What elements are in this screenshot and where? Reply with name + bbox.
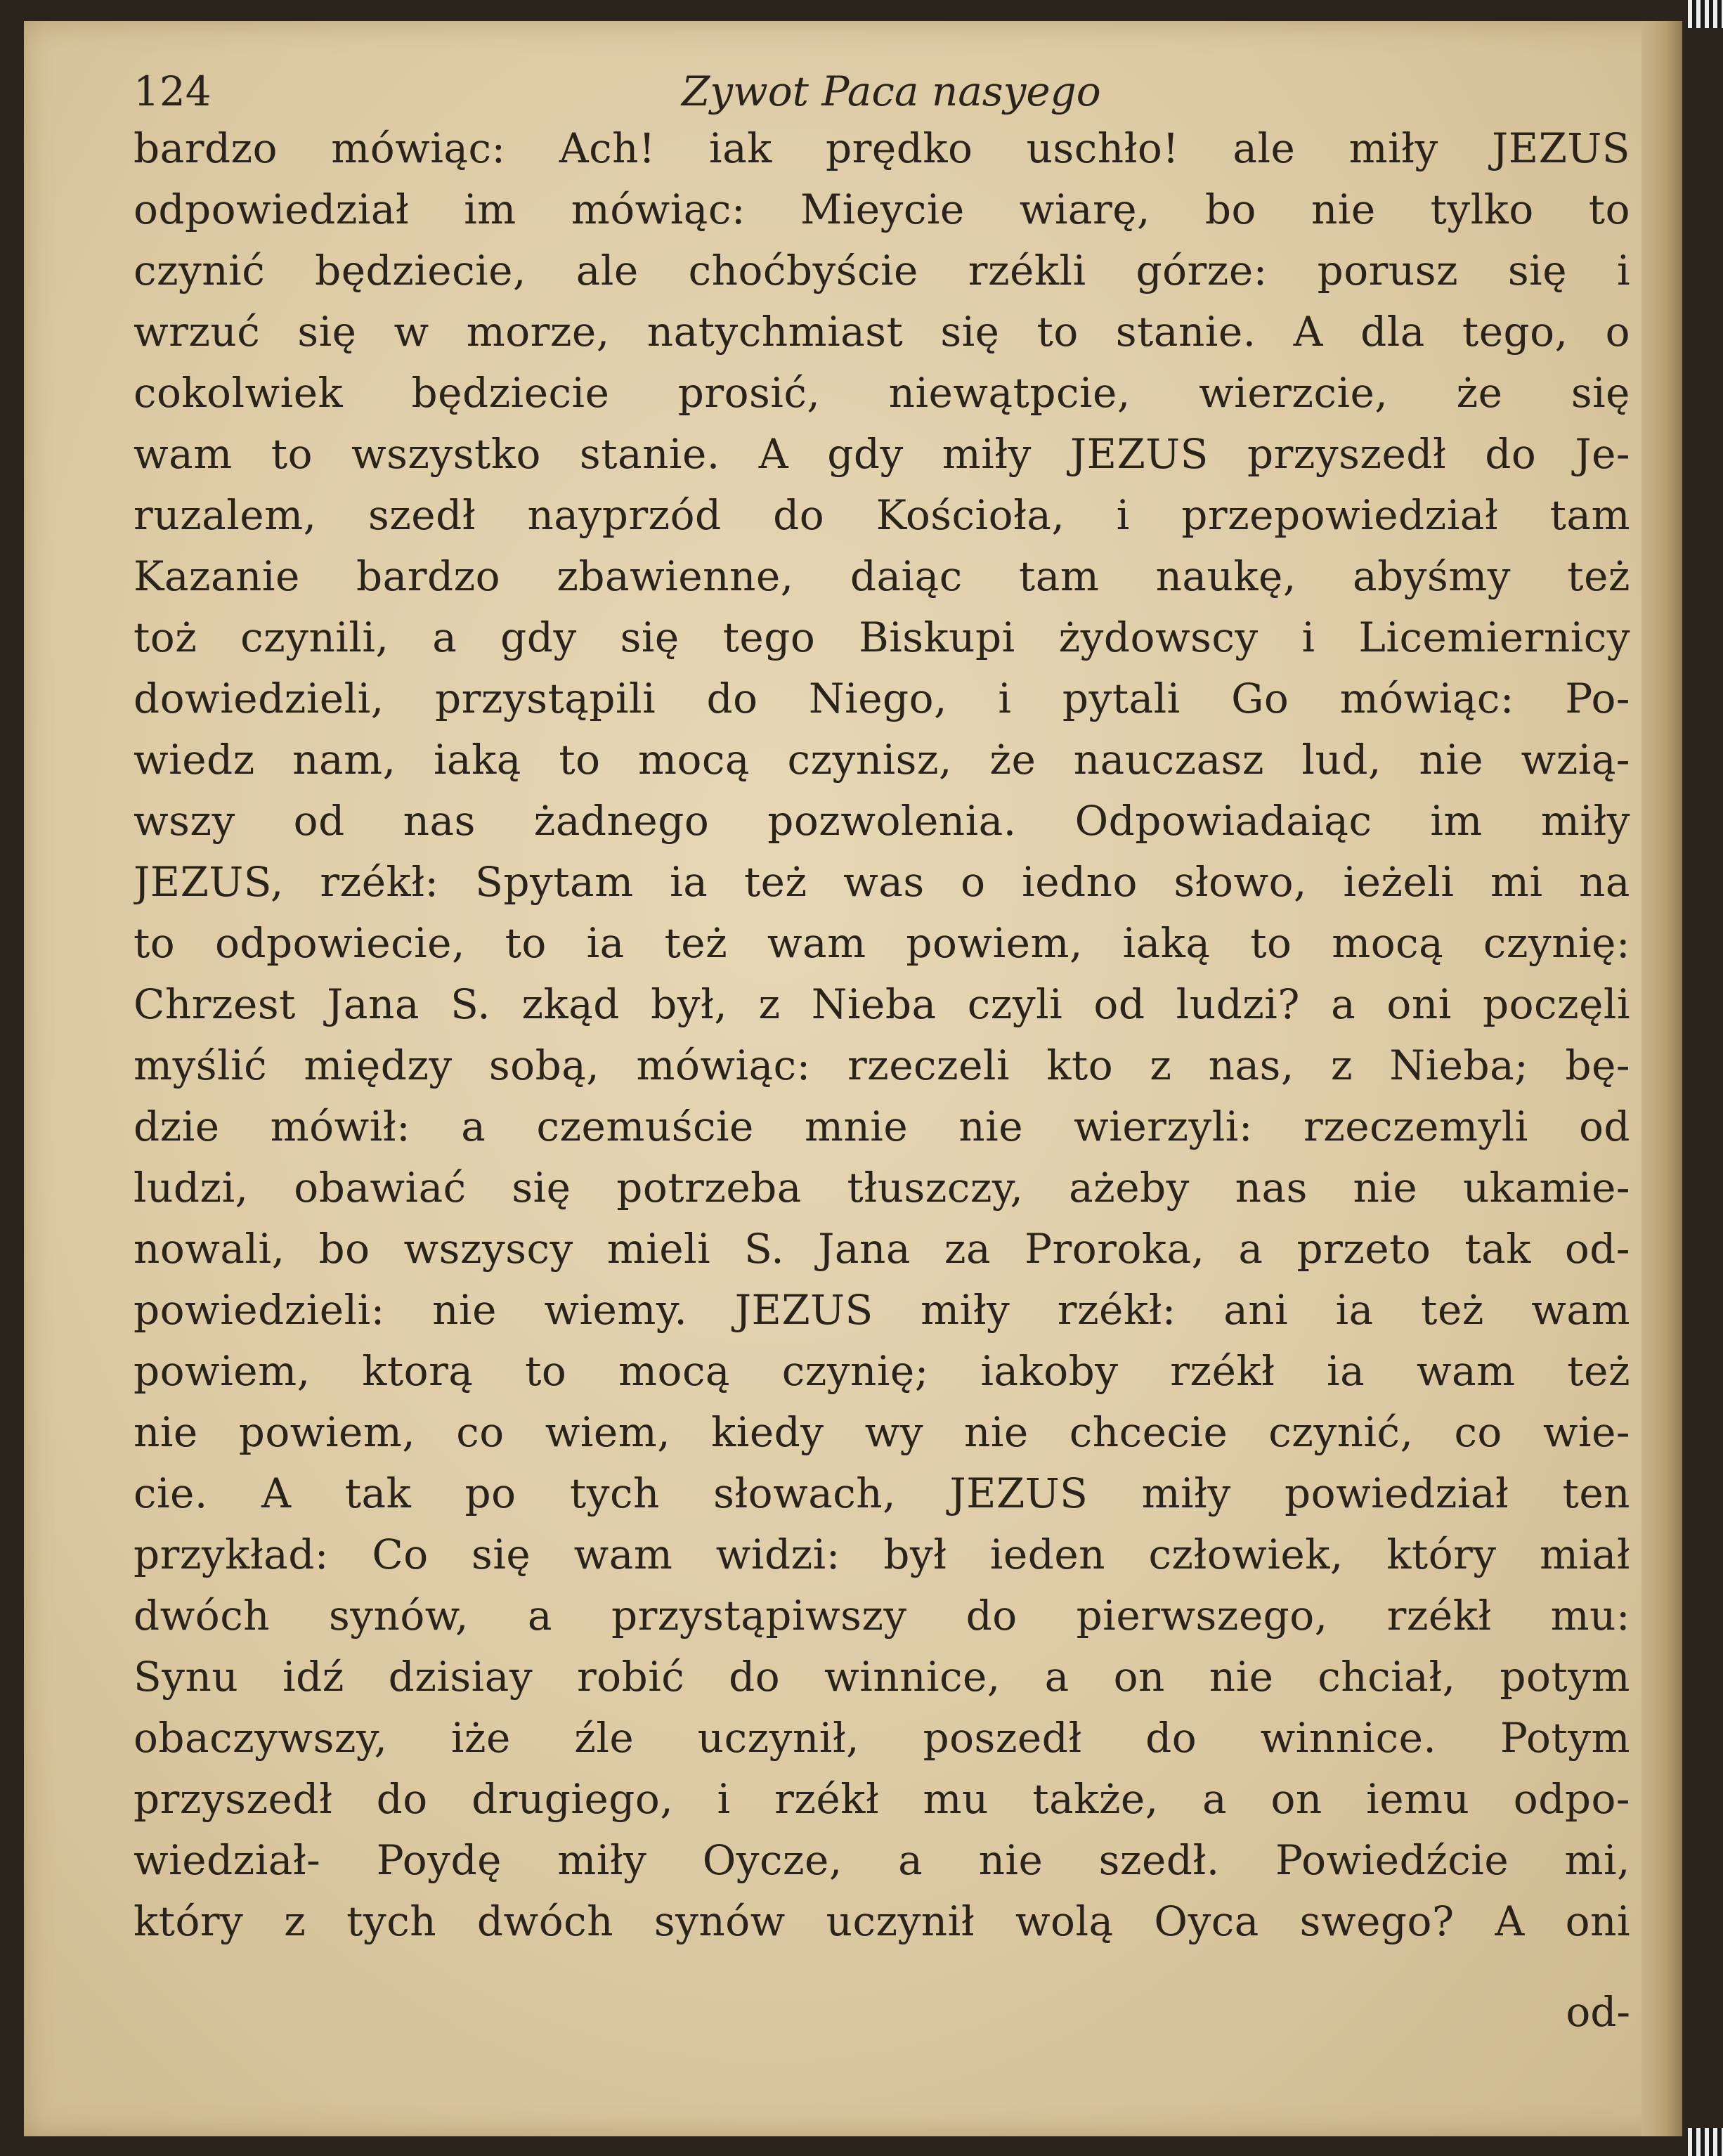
text-line: powiem, ktorą to mocą czynię; iakoby rzékł ia wam też — [134, 1347, 1630, 1395]
scan-edge-marker-bottom — [1688, 2128, 1723, 2156]
text-line: JEZUS, rzékł: Spytam ia też was o iedno słowo, ieżeli mi na — [134, 858, 1630, 906]
text-line: nie powiem, co wiem, kiedy wy nie chcecie czynić, co wie- — [134, 1408, 1630, 1456]
text-line: wszy od nas żadnego pozwolenia. Odpowiadaiąc im miły — [134, 797, 1630, 845]
text-line: odpowiedział im mówiąc: Mieycie wiarę, bo nie tylko to — [134, 186, 1630, 233]
text-line: wam to wszystko stanie. A gdy miły JEZUS przyszedł do Je- — [134, 430, 1630, 478]
catchword: od- — [1566, 1988, 1630, 2036]
text-line: wiedz nam, iaką to mocą czynisz, że nauczasz lud, nie wzią- — [134, 736, 1630, 784]
text-line: obaczywszy, iże źle uczynił, poszedł do winnice. Potym — [134, 1714, 1630, 1762]
text-line: nowali, bo wszyscy mieli S. Jana za Proroka, a przeto tak od- — [134, 1225, 1630, 1273]
text-line: czynić będziecie, ale choćbyście rzékli górze: porusz się i — [134, 247, 1630, 294]
scan-edge-marker-top — [1688, 0, 1723, 28]
running-title: Zywot Paca nasyego — [682, 67, 1101, 115]
text-line: Kazanie bardzo zbawienne, daiąc tam naukę, abyśmy też — [134, 552, 1630, 600]
text-line: powiedzieli: nie wiemy. JEZUS miły rzékł: ani ia też wam — [134, 1286, 1630, 1334]
page-header — [134, 63, 1630, 119]
text-line: ruzalem, szedł nayprzód do Kościoła, i przepowiedział tam — [134, 491, 1630, 539]
text-line: ludzi, obawiać się potrzeba tłuszczy, ażeby nas nie ukamie- — [134, 1164, 1630, 1212]
text-line: myślić między sobą, mówiąc: rzeczeli kto z nas, z Nieba; bę- — [134, 1041, 1630, 1089]
text-line: bardzo mówiąc: Ach! iak prędko uschło! ale miły JEZUS — [134, 124, 1630, 172]
text-line: Synu idź dzisiay robić do winnice, a on nie chciał, potym — [134, 1653, 1630, 1701]
text-line: cokolwiek będziecie prosić, niewątpcie, wierzcie, że się — [134, 369, 1630, 417]
page-number: 124 — [134, 67, 212, 115]
text-line: dzie mówił: a czemuście mnie nie wierzyli: rzeczemyli od — [134, 1103, 1630, 1150]
text-line: który z tych dwóch synów uczynił wolą Oyca swego? A oni — [134, 1897, 1630, 1945]
body-text — [134, 118, 1630, 1952]
text-line: toż czynili, a gdy się tego Biskupi żydowscy i Licemiernicy — [134, 613, 1630, 661]
text-line: wiedział- Poydę miły Oycze, a nie szedł. Powiedźcie mi, — [134, 1836, 1630, 1884]
text-line: wrzuć się w morze, natychmiast się to stanie. A dla tego, o — [134, 308, 1630, 356]
text-line: przyszedł do drugiego, i rzékł mu także, a on iemu odpo- — [134, 1775, 1630, 1823]
text-line: Chrzest Jana S. zkąd był, z Nieba czyli od ludzi? a oni poczęli — [134, 980, 1630, 1028]
text-line: przykład: Co się wam widzi: był ieden człowiek, który miał — [134, 1531, 1630, 1578]
page-gutter-edge — [1641, 21, 1682, 2136]
text-line: dowiedzieli, przystąpili do Niego, i pytali Go mówiąc: Po- — [134, 675, 1630, 722]
text-line: dwóch synów, a przystąpiwszy do pierwszego, rzékł mu: — [134, 1592, 1630, 1639]
text-line: cie. A tak po tych słowach, JEZUS miły powiedział ten — [134, 1469, 1630, 1517]
text-line: to odpowiecie, to ia też wam powiem, iaką to mocą czynię: — [134, 919, 1630, 967]
